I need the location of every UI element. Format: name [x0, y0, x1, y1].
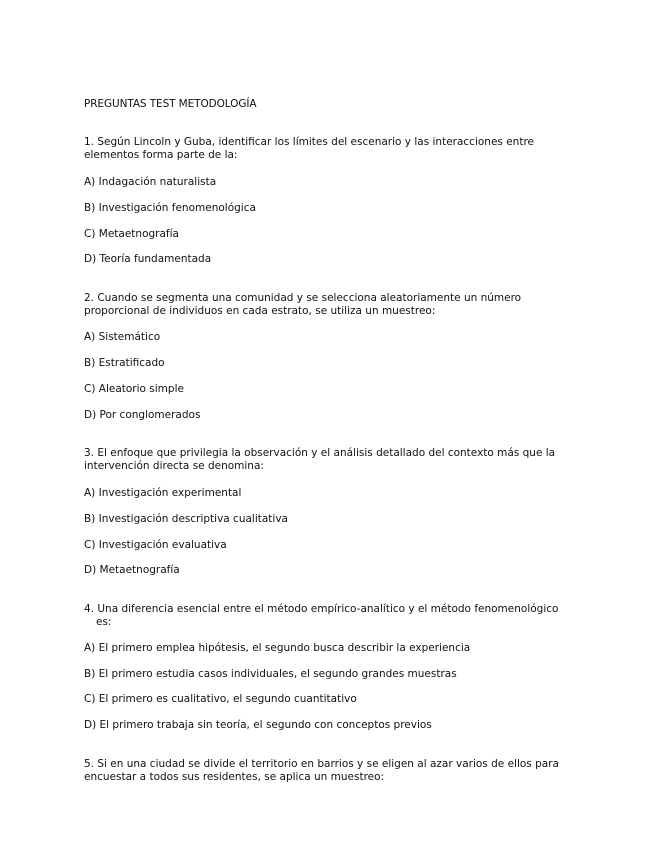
question-3-option-a: A) Investigación experimental	[84, 487, 242, 499]
question-3-option-d: D) Metaetnografía	[84, 564, 180, 576]
question-2-option-d: D) Por conglomerados	[84, 409, 201, 421]
question-3-option-c: C) Investigación evaluativa	[84, 539, 227, 551]
question-2-option-a: A) Sistemático	[84, 331, 161, 343]
question-4-option-b: B) El primero estudia casos individuales, el segundo grandes muestras	[84, 668, 457, 680]
question-4	[84, 603, 574, 629]
question-1-line-2: elementos forma parte de la:	[84, 149, 238, 161]
question-2-option-c: C) Aleatorio simple	[84, 383, 184, 395]
question-4-option-d: D) El primero trabaja sin teoría, el segundo con conceptos previos	[84, 719, 432, 731]
question-2	[84, 292, 574, 318]
question-1-option-a: A) Indagación naturalista	[84, 176, 217, 188]
question-2-option-b: B) Estratificado	[84, 357, 165, 369]
question-3	[84, 447, 574, 473]
question-5	[84, 758, 574, 784]
question-5-line-2: encuestar a todos sus residentes, se aplica un muestreo:	[84, 771, 385, 783]
question-4-line-1: 4. Una diferencia esencial entre el método empírico-analítico y el método fenomenológico	[84, 603, 559, 615]
question-5-line-1: 5. Si en una ciudad se divide el territorio en barrios y se eligen al azar varios de ellos para	[84, 758, 559, 770]
question-1	[84, 136, 574, 162]
question-4-option-c: C) El primero es cualitativo, el segundo cuantitativo	[84, 693, 357, 705]
question-4-option-a: A) El primero emplea hipótesis, el segundo busca describir la experiencia	[84, 642, 471, 654]
question-3-line-1: 3. El enfoque que privilegia la observación y el análisis detallado del contexto más que la	[84, 447, 556, 459]
question-1-option-c: C) Metaetnografía	[84, 228, 179, 240]
question-1-option-b: B) Investigación fenomenológica	[84, 202, 256, 214]
question-3-line-2: intervención directa se denomina:	[84, 460, 264, 472]
question-4-line-2: es:	[96, 616, 112, 628]
question-1-option-d: D) Teoría fundamentada	[84, 253, 212, 265]
question-3-option-b: B) Investigación descriptiva cualitativa	[84, 513, 288, 525]
question-2-line-2: proporcional de individuos en cada estrato, se utiliza un muestreo:	[84, 305, 436, 317]
question-2-line-1: 2. Cuando se segmenta una comunidad y se selecciona aleatoriamente un número	[84, 292, 522, 304]
question-1-line-1: 1. Según Lincoln y Guba, identificar los límites del escenario y las interacciones entre	[84, 136, 534, 148]
page-title: PREGUNTAS TEST METODOLOGÍA	[84, 98, 257, 110]
